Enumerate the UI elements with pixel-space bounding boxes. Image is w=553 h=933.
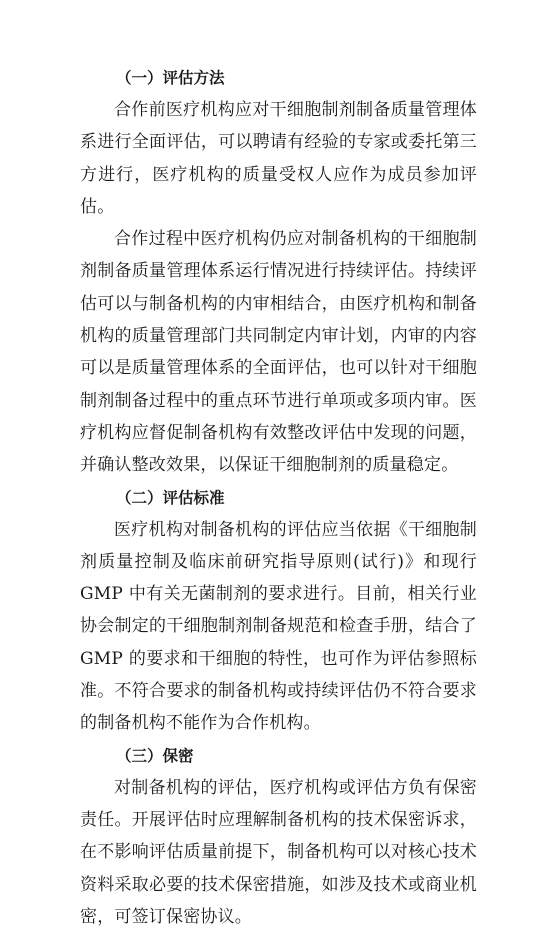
section-heading-evaluation-standard: （二）评估标准 <box>116 487 225 507</box>
paragraph-continuous-evaluation: 合作过程中医疗机构仍应对制备机构的干细胞制剂制备质量管理体系运行情况进行持续评估。持续评估可以与制备机构的内审相结合，由医疗机构和制备机构的质量管理部门共同制定内审计划，内审的内容可以是质量管理体系的全面评估，也可以针对干细胞制剂制备过程中的重点环节进行单项或多项内审。医疗机构应督促制备机构有效整改评估中发现的问题，并确认整改效果，以保证干细胞制剂的质量稳定。 <box>80 229 477 476</box>
section-heading-confidentiality: （三）保密 <box>116 745 194 765</box>
paragraph-confidentiality: 对制备机构的评估，医疗机构或评估方负有保密责任。开展评估时应理解制备机构的技术保密诉求，在不影响评估质量前提下，制备机构可以对核心技术资料采取必要的技术保密措施，如涉及技术或商业机密，可签订保密协议。 <box>80 777 477 927</box>
paragraph-evaluation-standard: 医疗机构对制备机构的评估应当依据《干细胞制剂质量控制及临床前研究指导原则(试行)》和现行 GMP 中有关无菌制剂的要求进行。目前，相关行业协会制定的干细胞制剂制备规范和检查手册，结合了 GMP 的要求和干细胞的特性，也可作为评估参照标准。不符合要求的制备机构或持续评估仍不符合要求的制备机构不能作为合作机构。 <box>80 519 477 734</box>
paragraph-pre-cooperation-evaluation: 合作前医疗机构应对干细胞制剂制备质量管理体系进行全面评估，可以聘请有经验的专家或委托第三方进行，医疗机构的质量受权人应作为成员参加评估。 <box>80 100 477 217</box>
section-heading-evaluation-method: （一）评估方法 <box>116 68 225 87</box>
